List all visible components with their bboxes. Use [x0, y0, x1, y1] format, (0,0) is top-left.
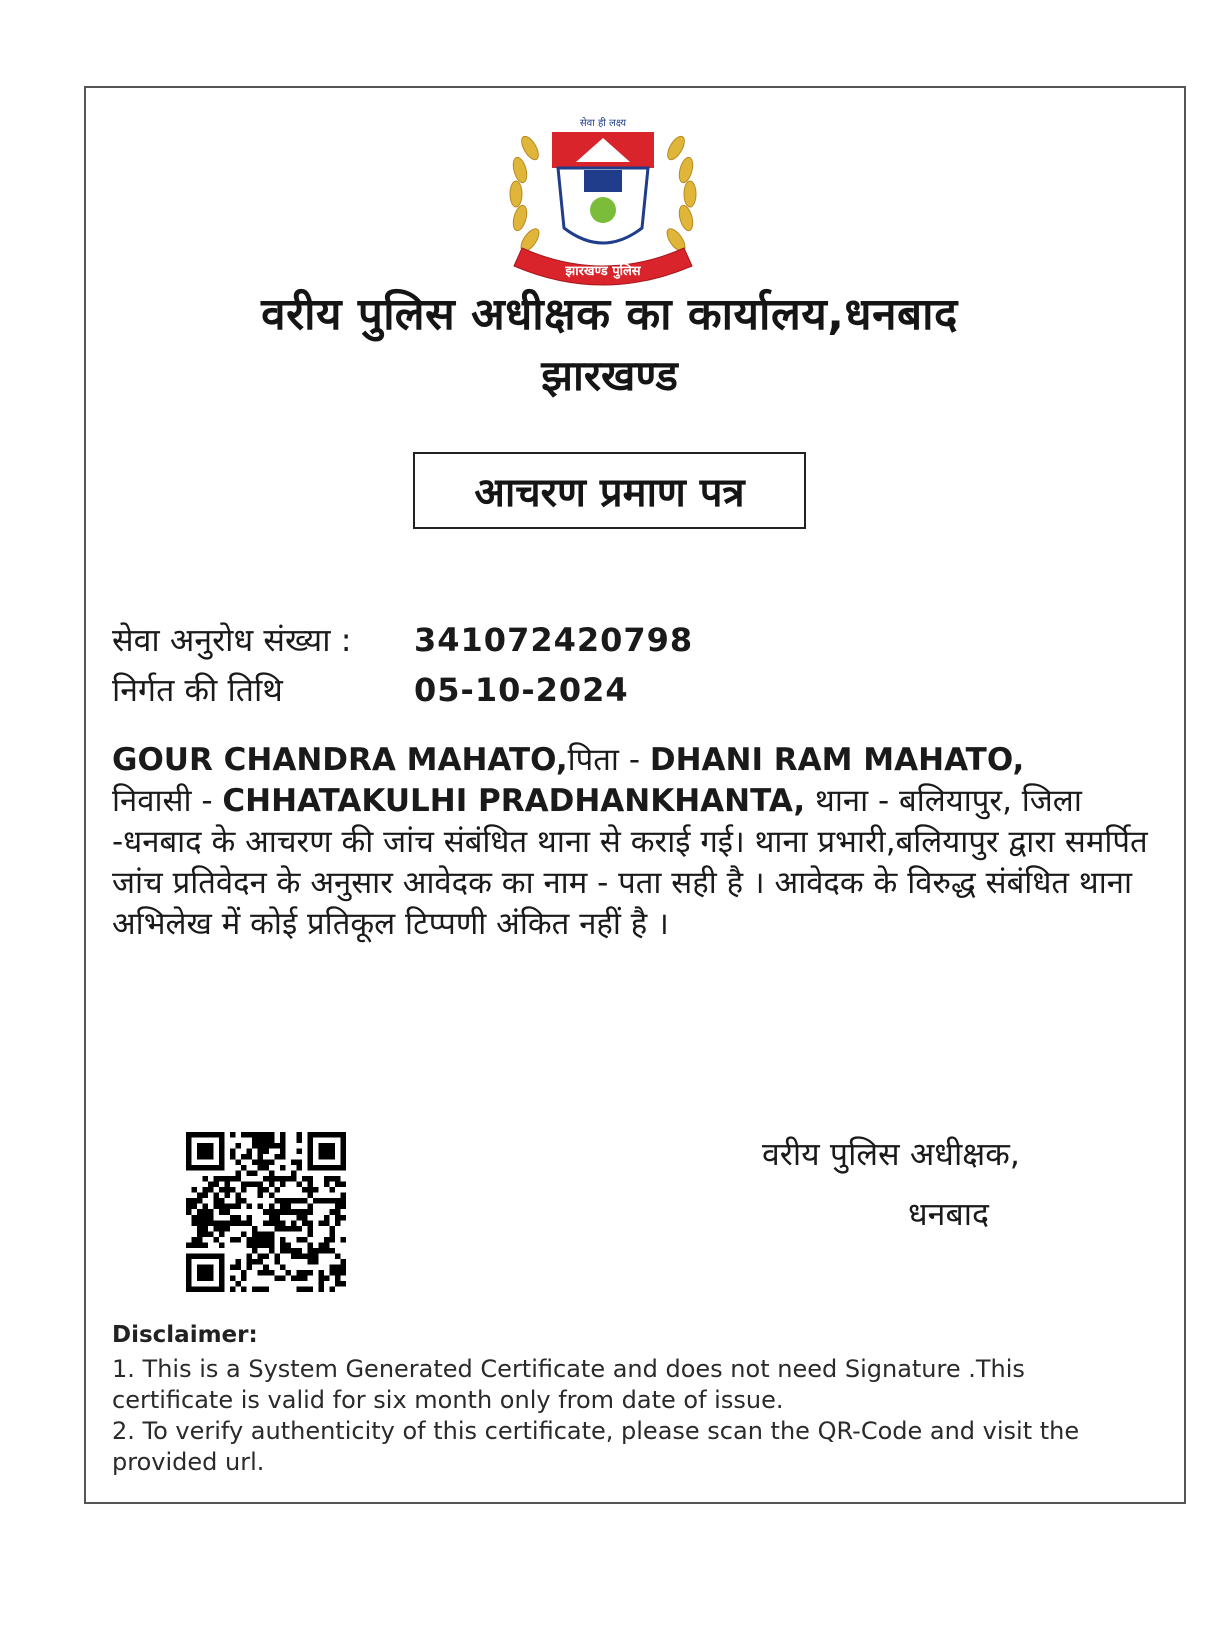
body-paragraph: थाना - बलियापुर, जिला -धनबाद के आचरण की जांच संबंधित थाना से कराई गई। थाना प्रभारी,बलियापुर द्वारा समर्पित जांच प्रतिवेदन के अनुसार आवेदक का नाम - पता सही है । आवेदक के विरुद्ध संबंधित थाना अभिलेख में कोई प्रतिकूल टिप्पणी अंकित नहीं है । [112, 783, 1148, 942]
svg-text:सेवा ही लक्ष्य: सेवा ही लक्ष्य [579, 118, 627, 129]
father-label: पिता - [567, 742, 650, 778]
disclaimer-text [112, 1354, 1132, 1478]
office-title: वरीय पुलिस अधीक्षक का कार्यालय,धनबाद [261, 289, 958, 340]
father-name: DHANI RAM MAHATO, [649, 742, 1025, 778]
disclaimer-title: Disclaimer: [112, 1322, 258, 1348]
resident-label: निवासी - [112, 783, 223, 819]
verification-qr-code[interactable] [186, 1132, 346, 1292]
disclaimer-line-2: 2. To verify authenticity of this certificate, please scan the QR-Code and visit the provided url. [112, 1417, 1080, 1476]
request-number-label: सेवा अनुरोध संख्या : [112, 621, 352, 659]
signatory-place: धनबाद [908, 1195, 989, 1233]
certificate-body [112, 740, 1172, 945]
signatory-designation: वरीय पुलिस अधीक्षक, [762, 1135, 1020, 1173]
issue-date-label: निर्गत की तिथि [112, 671, 283, 709]
address: CHHATAKULHI PRADHANKHANTA, [222, 783, 806, 819]
issue-date-row [112, 668, 629, 711]
state-title: झारखण्ड [541, 351, 678, 400]
applicant-name: GOUR CHANDRA MAHATO, [112, 742, 568, 778]
request-number-row [112, 618, 693, 661]
request-number-value: 341072420798 [414, 621, 694, 659]
certificate-title: आचरण प्रमाण पत्र [413, 452, 806, 529]
disclaimer-line-1: 1. This is a System Generated Certificate and does not need Signature .This certificate is valid for six month only from date of issue. [112, 1355, 1025, 1414]
issue-date-value: 05-10-2024 [414, 671, 629, 709]
svg-text:झारखण्ड पुलिस: झारखण्ड पुलिस [565, 264, 641, 279]
jharkhand-police-emblem [492, 108, 714, 296]
